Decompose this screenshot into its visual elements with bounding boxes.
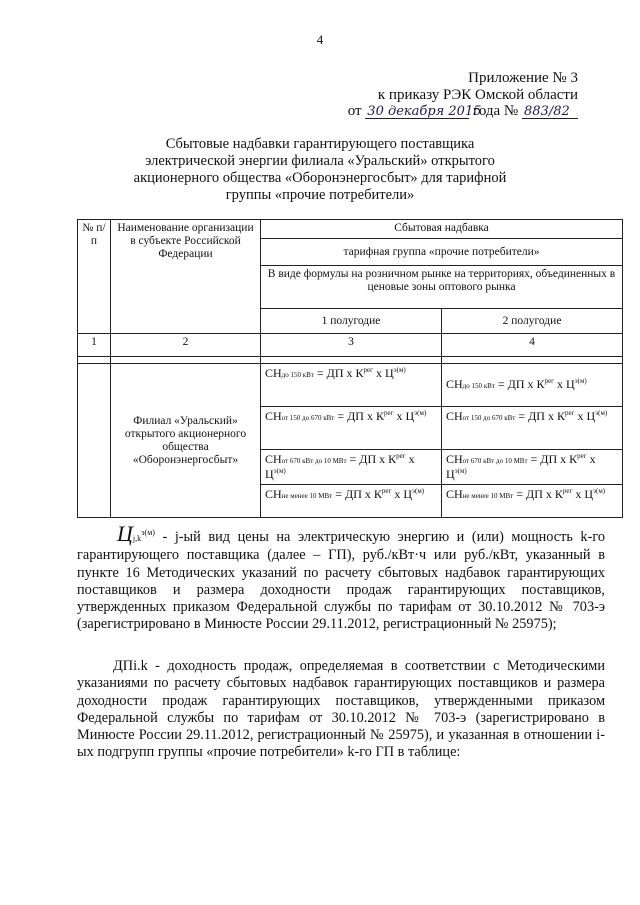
org-name-cell: Филиал «Уральский» открытого акционерного общества «Оборонэнергосбыт» [111,364,261,518]
index-cell-3: 3 [261,334,442,357]
price-symbol-sup: э(м) [141,528,155,538]
spacer-row [78,357,623,364]
paragraph-profitability-definition [77,658,605,762]
header-org-name: Наименование организации в субъекте Российской Федерации [111,220,261,334]
header-formula-desc: В виде формулы на розничном рынке на территориях, объединенных в ценовые зоны оптового рынка [261,266,623,309]
profitability-term: ДПi.k [113,658,148,674]
appendix-date-line [348,103,578,120]
header-half1: 1 полугодие [261,309,442,334]
header-half2: 2 полугодие [442,309,623,334]
index-cell-1: 1 [78,334,111,357]
header-markup: Сбытовая надбавка [261,220,623,239]
document-title: Сбытовые надбавки гарантирующего поставщика электрической энергии филиала «Уральский» открытого акционерного общества «Оборонэнергосбыт» для тарифной группы «прочие потребители» [133,136,507,203]
page-number: 4 [316,32,324,47]
profitability-definition-text: - доходность продаж, определяемая в соответствии с Методическими указаниями по расчету сбытовых надбавок гарантирующих поставщиков и размера доходности продаж гарантирующих поставщиков, утвержденными приказом Федеральной службы по тарифам от 30.10.2012 № 703-э (зарегистрировано в Минюсте России 29.11.2012, регистрационный № 25975), и указанная в отношении i-ых подгрупп группы «прочие потребители» k-го ГП в таблице: [77,658,605,761]
price-symbol: Ц [117,521,133,546]
formula-h2-1: СНдо 150 кВт = ДП х $К^{рег}$ х $Ц^{э(м)}$ [442,364,623,407]
org-index-empty [78,364,111,518]
formula-h1-1: СНдо 150 кВт = ДП х $К^{рег}$ х $Ц^{э(м)}$ [261,364,442,407]
tariff-table [77,219,623,518]
price-symbol-sub: j,k [132,534,142,543]
date-suffix: года № [473,103,519,119]
formula-h2-4: СНне менее 10 МВт = ДП х $К^{рег}$ х $Ц^{э(м)}$ [442,485,623,518]
appendix-title: Приложение № 3 [468,70,578,86]
formula-h1-3: СНот 670 кВт до 10 МВт = ДП х $К^{рег}$ х $Ц^{э(м)}$ [261,450,442,485]
date-prefix: от [347,103,362,119]
price-definition-text: - j-ый вид цены на электрическую энергию и (или) мощность k-го гарантирующего поставщика (далее – ГП), руб./кВт·ч или руб./кВт, указанный в пункте 16 Методических указаний по расчету сбытовых надбавок гарантирующих поставщиков и размера доходности продаж гарантирующих поставщиков, утвержденных приказом Федеральной службы по тарифам от 30.10.2012 № 703-э (зарегистрировано в Минюсте России 29.11.2012, регистрационный № 25975); [77,529,605,633]
handwritten-date: 30 декабря 2015 [367,104,482,119]
formula-h2-3: СНот 670 кВт до 10 МВт = ДП х $К^{рег}$ х $Ц^{э(м)}$ [442,450,623,485]
formula-h1-4: СНне менее 10 МВт = ДП х $К^{рег}$ х $Ц^{э(м)}$ [261,485,442,518]
header-row-1 [78,220,623,239]
header-num: № п/п [78,220,111,334]
formula-row-1 [78,364,623,407]
appendix-order: к приказу РЭК Омской области [377,87,578,103]
header-tariff-group: тарифная группа «прочие потребители» [261,239,623,266]
index-row [78,334,623,357]
paragraph-price-definition [77,521,605,634]
index-cell-4: 4 [442,334,623,357]
formula-h1-2: СНот 150 до 670 кВт = ДП х $К^{рег}$ х $Ц^{э(м)}$ [261,407,442,450]
index-cell-2: 2 [111,334,261,357]
handwritten-order-number: 883/82 [522,105,578,119]
formula-h2-2: СНот 150 до 670 кВт = ДП х $К^{рег}$ х $Ц^{э(м)}$ [442,407,623,450]
